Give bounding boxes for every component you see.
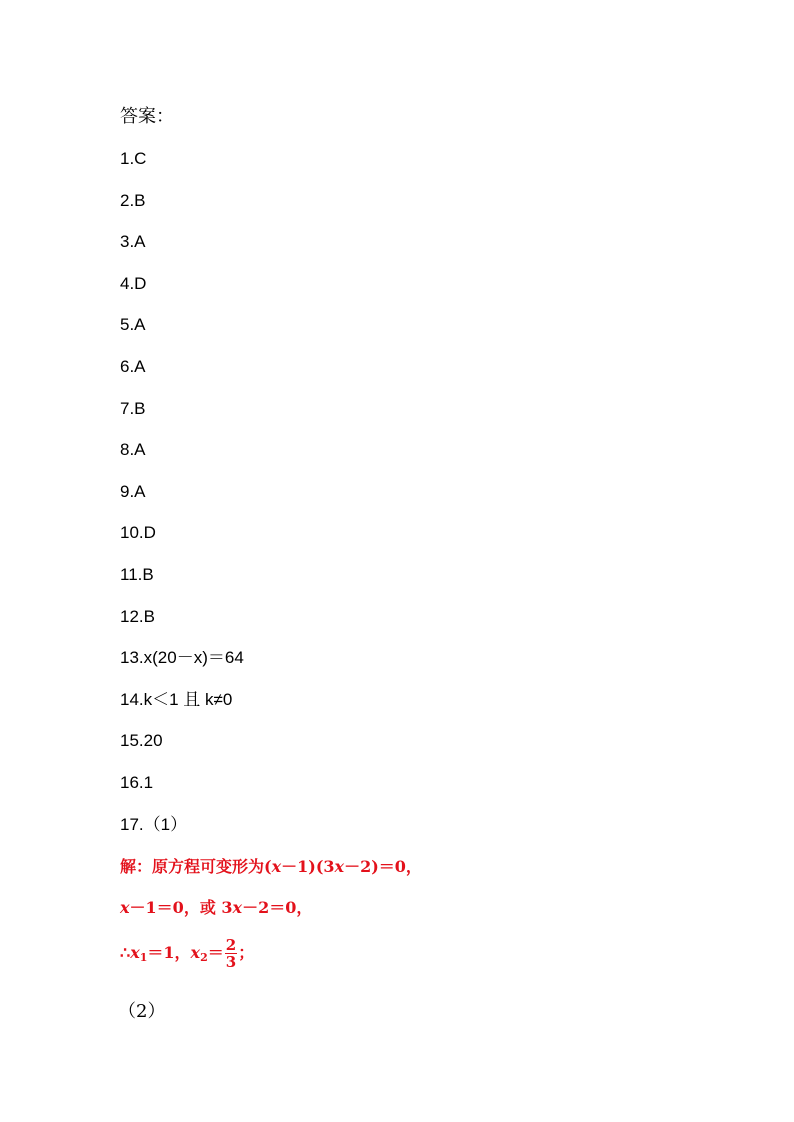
solution-text: ； — [238, 943, 255, 962]
answer-item: 14.k＜1 且 k≠0 — [120, 690, 233, 709]
solution-line-3 — [120, 937, 254, 970]
solution-text: －2)＝0， — [344, 857, 422, 876]
answer-item: 9.A — [120, 482, 146, 501]
solution-text: ＝ — [207, 943, 224, 962]
solution-text: －1)(3 — [281, 857, 335, 876]
answer-item: 4.D — [120, 274, 147, 293]
answer-item: 12.B — [120, 607, 155, 626]
fraction-denominator: 3 — [225, 953, 237, 971]
answer-item: 10.D — [120, 523, 156, 542]
answer-item: 17.（1） — [120, 815, 188, 834]
answer-heading: 答案： — [120, 106, 174, 127]
variable-x: x — [271, 857, 282, 876]
answer-item: 15.20 — [120, 731, 163, 750]
solution-text: －1＝0，或 3 — [129, 898, 233, 917]
solution-text: 解：原方程可变形为( — [120, 857, 272, 876]
variable-x: x — [190, 943, 201, 962]
solution-line-1 — [120, 856, 422, 878]
answer-item: 3.A — [120, 232, 146, 251]
solution-text: －2＝0， — [242, 898, 313, 917]
fraction — [225, 937, 237, 970]
answer-item: 13.x(20－x)＝64 — [120, 648, 244, 667]
answer-item: 2.B — [120, 191, 146, 210]
answer-item: 7.B — [120, 399, 146, 418]
answer-item: 11.B — [120, 565, 154, 584]
subscript: 1 — [139, 951, 148, 964]
variable-x: x — [130, 943, 140, 962]
therefore-symbol: ∴ — [120, 943, 131, 962]
answer-item: 8.A — [120, 440, 146, 459]
solution-line-2 — [120, 897, 312, 919]
solution-text: ＝1， — [147, 943, 191, 962]
answer-item: 16.1 — [120, 773, 154, 792]
fraction-numerator: 2 — [225, 936, 237, 954]
answer-item: 5.A — [120, 315, 146, 334]
subscript: 2 — [200, 951, 208, 964]
answer-item: 6.A — [120, 357, 146, 376]
variable-x: x — [232, 898, 243, 917]
variable-x: x — [334, 857, 345, 876]
variable-x: x — [120, 898, 130, 917]
answer-item: 1.C — [120, 149, 147, 168]
part-2-label: （2） — [118, 1001, 166, 1022]
